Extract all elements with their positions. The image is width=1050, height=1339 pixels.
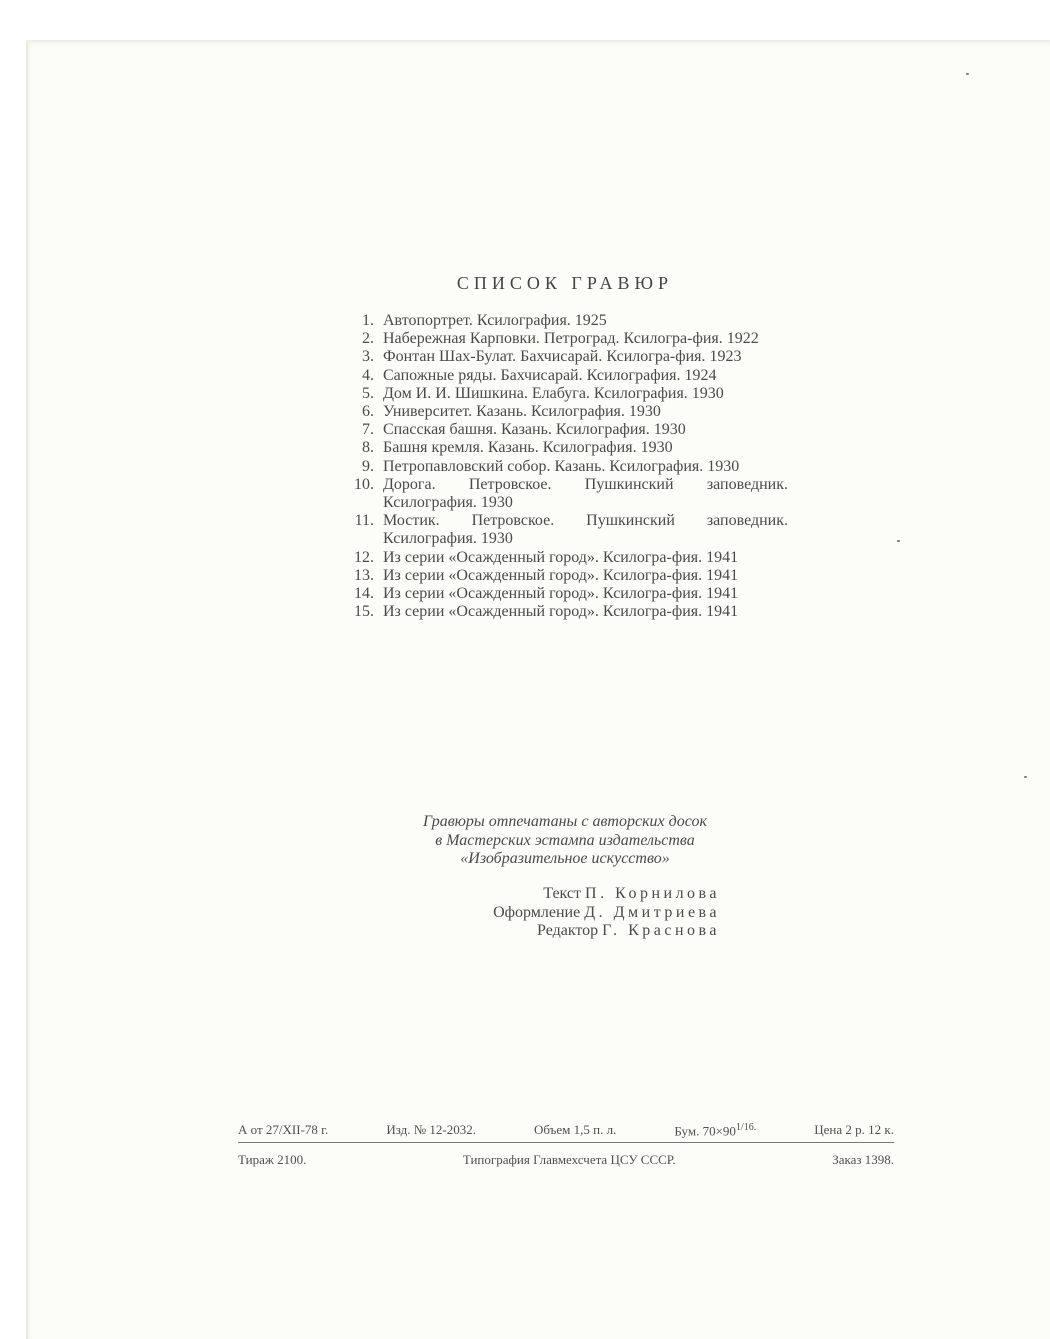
paper-speck	[966, 73, 969, 75]
imprint-paper-fraction: 1/16.	[735, 1122, 757, 1133]
item-number: 15.	[354, 603, 374, 621]
item-text: Из серии «Осажденный город». Ксилогра-фия. 1941	[383, 548, 739, 566]
item-text: Мостик. Петровское. Пушкинский заповедник. Ксилография. 1930	[383, 512, 788, 548]
item-text: Башня кремля. Казань. Ксилография. 1930	[383, 439, 673, 457]
item-text: Спасская башня. Казань. Ксилография. 1930	[383, 421, 686, 439]
list-item	[340, 330, 800, 348]
item-number: 2.	[362, 330, 374, 348]
paper-edge-top	[26, 40, 1050, 42]
item-text: Университет. Казань. Ксилография. 1930	[383, 403, 661, 421]
list-item	[340, 476, 800, 512]
staff-row-text	[400, 885, 720, 904]
staff-name: Г. Краснова	[602, 922, 720, 939]
imprint-line-top	[238, 1122, 894, 1143]
list-item	[340, 367, 800, 385]
staff-credits	[400, 885, 720, 941]
list-item	[340, 585, 800, 603]
paper-speck	[1024, 776, 1027, 778]
imprint-printer: Типография Главмехсчета ЦСУ СССР.	[462, 1152, 676, 1167]
item-number: 13.	[354, 566, 374, 584]
item-number: 9.	[362, 457, 374, 475]
imprint-line-bottom	[238, 1152, 894, 1168]
list-item	[340, 312, 800, 330]
list-item	[340, 385, 800, 403]
list-item	[340, 439, 800, 457]
item-number: 1.	[362, 312, 374, 329]
imprint-volume: Объем 1,5 п. л.	[534, 1122, 617, 1137]
item-text: Автопортрет. Ксилография. 1925	[383, 312, 607, 329]
item-text: Из серии «Осажденный город». Ксилогра-фия. 1941	[383, 603, 739, 621]
item-text: Из серии «Осажденный город». Ксилогра-фия. 1941	[383, 566, 739, 584]
printing-note-line: Гравюры отпечатаны с авторских досок	[423, 813, 707, 830]
staff-role: Редактор	[537, 922, 599, 939]
page-title: СПИСОК ГРАВЮР	[456, 273, 674, 293]
item-text: Фонтан Шах-Булат. Бахчисарай. Ксилогра-фия. 1923	[383, 348, 742, 366]
paper-sheet	[26, 40, 1050, 1339]
list-item	[340, 403, 800, 421]
list-item	[340, 512, 800, 548]
staff-row-editor	[400, 922, 720, 941]
item-number: 12.	[354, 548, 374, 566]
imprint-price: Цена 2 р. 12 к.	[814, 1122, 894, 1137]
list-item	[340, 567, 800, 585]
item-number: 8.	[362, 439, 374, 457]
item-text: Петропавловский собор. Казань. Ксилография. 1930	[383, 457, 740, 475]
item-number: 14.	[354, 585, 374, 603]
list-item	[340, 603, 800, 621]
staff-name: П. Корнилова	[585, 885, 720, 902]
list-item	[340, 549, 800, 567]
paper-edge-left	[26, 40, 28, 1339]
item-number: 11.	[354, 512, 374, 530]
staff-row-design	[400, 904, 720, 923]
imprint-permit: А от 27/XII-78 г.	[238, 1122, 329, 1137]
item-number: 6.	[362, 403, 374, 421]
item-text: Сапожные ряды. Бахчисарай. Ксилография. 1924	[383, 366, 717, 384]
list-item	[340, 458, 800, 476]
item-text: Из серии «Осажденный город». Ксилогра-фия. 1941	[383, 585, 739, 603]
engravings-list	[340, 312, 800, 621]
item-number: 3.	[362, 348, 374, 366]
list-item	[340, 348, 800, 366]
staff-role: Текст	[543, 885, 582, 902]
imprint-edition: Изд. № 12-2032.	[386, 1122, 476, 1137]
printing-note-line: в Мастерских эстампа издательства	[435, 831, 695, 849]
printing-note-line: «Изобразительное искусство»	[460, 850, 670, 867]
item-text: Набережная Карповки. Петроград. Ксилогра-фия. 1922	[383, 330, 759, 348]
printing-note	[340, 813, 790, 869]
list-item	[340, 421, 800, 439]
staff-role: Оформление	[493, 903, 581, 921]
item-number: 4.	[362, 366, 374, 384]
item-number: 5.	[362, 384, 374, 402]
item-number: 10.	[354, 475, 374, 493]
paper-speck	[897, 540, 900, 542]
imprint-print-run: Тираж 2100.	[238, 1152, 307, 1167]
imprint-order: Заказ 1398.	[832, 1152, 894, 1167]
imprint-paper	[674, 1122, 756, 1139]
item-text: Дорога. Петровское. Пушкинский заповедник. Ксилография. 1930	[383, 475, 788, 512]
imprint-paper-format: Бум. 70×90	[674, 1123, 736, 1139]
item-number: 7.	[362, 421, 374, 439]
item-text: Дом И. И. Шишкина. Елабуга. Ксилография. 1930	[383, 384, 724, 402]
staff-name: Д. Дмитриева	[584, 903, 720, 921]
